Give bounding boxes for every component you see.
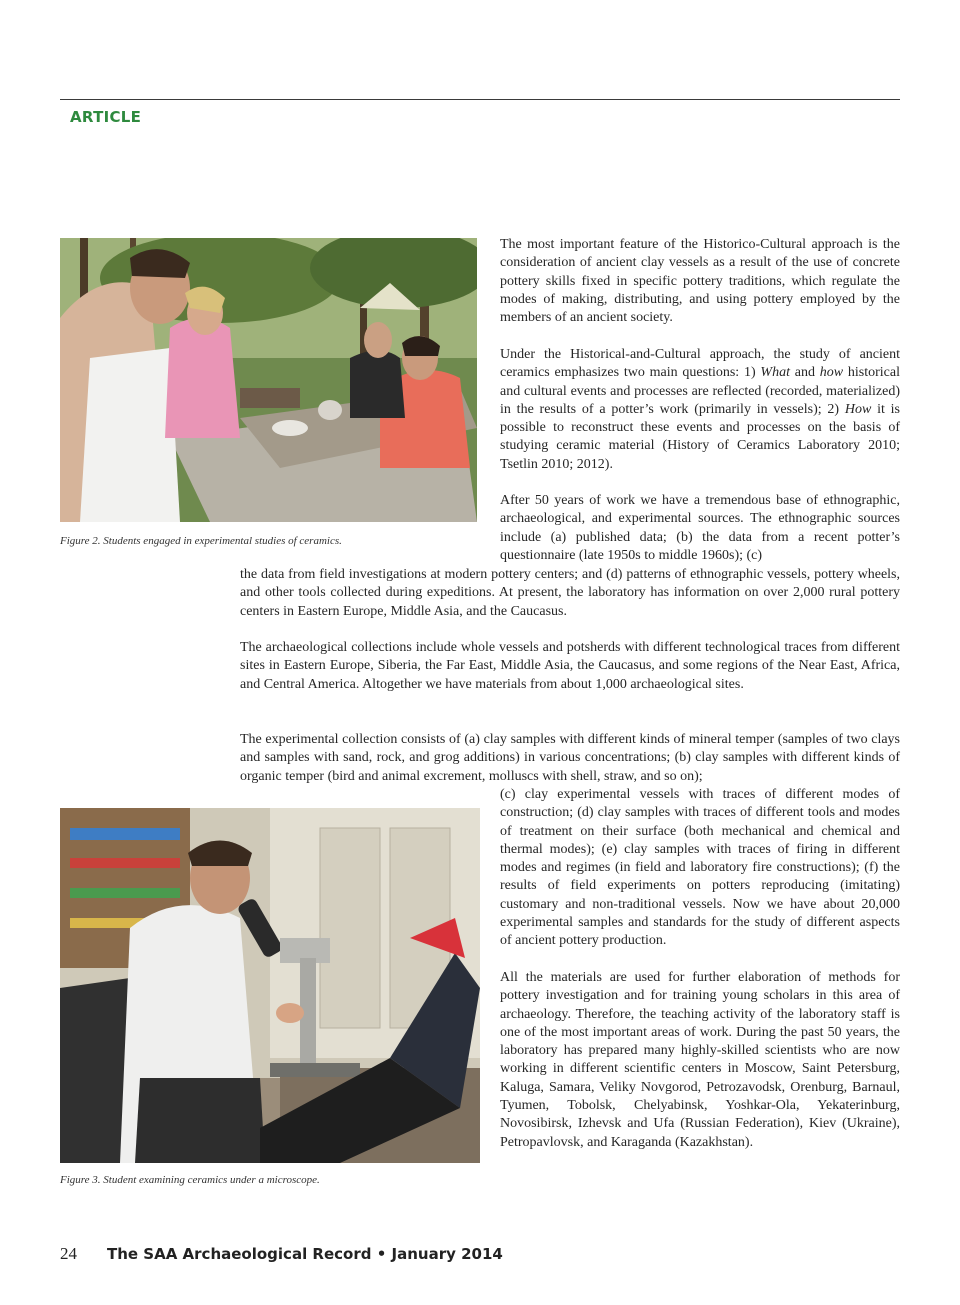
paragraph-experimental-collection-part1: The experimental collection consists of (a) clay samples with different kinds of mineral temper (samples of two clays and samples with sand, rock, and grog additions) in various concentrations; (b) clay samples with different kinds of organic temper (bird and animal excrement, molluscs with shell, straw, and so on);	[240, 732, 900, 784]
page-number: 24	[60, 1244, 77, 1263]
header-rule	[60, 99, 900, 100]
paragraph-teaching-activity: All the materials are used for further elaboration of methods for pottery investigation and for training young scholars in this area of archaeology. Therefore, the teaching activity of the laboratory staff is one of the most important areas of work. During the past 50 years, the laboratory has prepared many highly-skilled scientists who are now working in different scientific centers in Moscow, Saint Petersburg, Kaluga, Samara, Veliky Novgorod, Petrozavodsk, Orenburg, Barnaul, Tyumen, Tobolsk, Chelyabinsk, Yoshkar-Ola, Yekaterinburg, Novosibirsk, Izhevsk and Ufa (Russian Federation), Kiev (Ukraine), Petropavlovsk, and Karaganda (Kazakhstan).	[500, 970, 900, 1150]
paragraph-text: historical and cultural events and processes are reflected (recorded, materialized) in the results of a potter’s work (primarily in vessels); 2)	[500, 365, 900, 417]
paragraph-archaeological-collections: The archaeological collections include whole vessels and potsherds with different technological traces from different sites in Eastern Europe, Siberia, the Far East, Middle Asia, the Caucasus, and some regions of the Near East, Africa, and Central America. Altogether we have materials from about 1,000 archaeological sites.	[240, 640, 900, 692]
paragraph-text: and	[789, 365, 820, 381]
paragraph-experimental-collection-part2: (c) clay experimental vessels with traces of different modes of construction; (d) clay samples with traces of different tools and modes of treatment on their surface (both mechanical and chemical and thermal modes); (e) clay samples with traces of firing in different modes and regimes (in field and laboratory fire constructions); (f) the results of field experiments on potters reproducing (imitating) customary and non-traditional vessels. Now we have about 20,000 experimental samples and standards for the study of different aspects of ancient pottery production.	[500, 787, 900, 949]
emphasis-how: how	[819, 365, 844, 381]
page-footer	[60, 1244, 503, 1264]
emphasis-what: What	[760, 365, 790, 381]
paragraph-text: it is possible to reconstruct these events and processes on the basis of studying ceramic material (History of Ceramics Laboratory 2010; Tsetlin 2010; 2012).	[500, 401, 900, 472]
figure-3-caption: Figure 3. Student examining ceramics under a microscope.	[60, 1174, 320, 1186]
figure-2-photo	[60, 238, 477, 522]
section-label: ARTICLE	[70, 108, 142, 126]
figure-2-caption: Figure 2. Students engaged in experimental studies of ceramics.	[60, 535, 342, 547]
emphasis-how: How	[844, 401, 872, 417]
paragraph-two-main-questions	[500, 346, 900, 474]
paragraph-sources-part2: the data from field investigations at modern pottery centers; and (d) patterns of ethnographic vessels, pottery wheels, and other tools collected during expeditions. At present, the laboratory has information on over 2,000 rural pottery centers in Eastern Europe, Middle Asia, and the Caucasus.	[240, 567, 900, 619]
paragraph-text: Under the Historical-and-Cultural approach, the study of ancient ceramics emphasizes two main questions: 1)	[500, 347, 900, 381]
paragraph-historico-cultural-approach: The most important feature of the Historico-Cultural approach is the consideration of ancient clay vessels as a result of the use of concrete pottery skills fixed in specific pottery traditions, which regulate the modes of making, distributing, and using pottery employed by the members of an ancient society.	[500, 237, 900, 326]
figure-3-photo	[60, 808, 480, 1163]
publication-title: The SAA Archaeological Record • January 2014	[107, 1245, 503, 1263]
paragraph-sources-part1: After 50 years of work we have a tremendous base of ethnographic, archaeological, and experimental sources. The ethnographic sources include (a) published data; (b) the data from a recent potter’s questionnaire (late 1950s to middle 1960s); (c)	[500, 493, 900, 563]
